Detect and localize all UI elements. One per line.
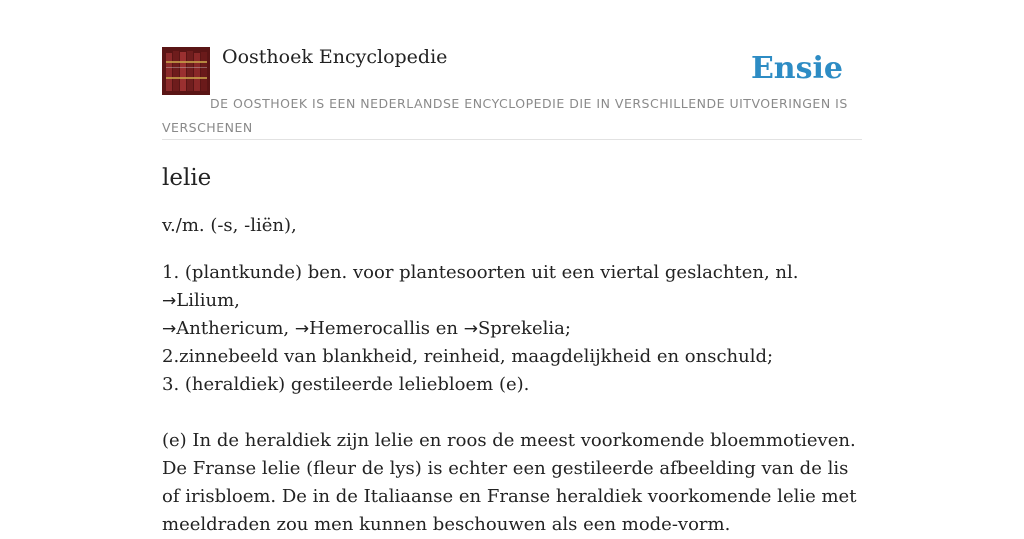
definition-1-text: 1. (plantkunde) ben. voor plantesoorten uit een viertal geslachten, nl. [162, 262, 799, 283]
arrow-right-icon: → [162, 291, 177, 311]
definition-1 [162, 259, 862, 343]
entry-definitions [162, 259, 862, 399]
definition-2: 2.zinnebeeld van blankheid, reinheid, maagdelijkheid en onschuld; [162, 346, 774, 367]
link-sprekelia[interactable]: Sprekelia; [477, 318, 571, 339]
arrow-right-icon: → [162, 319, 177, 339]
encyclopedia-books-avatar[interactable] [162, 47, 210, 95]
site-title[interactable]: Oosthoek Encyclopedie [222, 46, 448, 68]
entry-grammar: v./m. (-s, -liën), [162, 215, 297, 236]
definition-1-connector: en [429, 318, 464, 339]
link-lilium[interactable]: Lilium, [176, 290, 240, 311]
definition-3: 3. (heraldiek) gestileerde leliebloem (e). [162, 374, 530, 395]
entry-note: (e) In de heraldiek zijn lelie en roos de meest voorkomende bloemmotieven. De Franse lelie (fleur de lys) is echter een gestileerde afbeelding van de lis of irisbloem. De in de Italiaanse en Franse heraldiek voorkomende lelie met meeldraden zou men kunnen beschouwen als een mode-vorm. [162, 430, 857, 535]
entry-content [162, 160, 862, 539]
arrow-right-icon: → [294, 319, 310, 339]
link-anthericum[interactable]: Anthericum, [176, 318, 290, 339]
arrow-right-icon: → [463, 319, 478, 339]
ensie-logo[interactable]: Ensie [750, 51, 843, 86]
site-header [162, 46, 862, 140]
site-tagline: DE OOSTHOEK IS EEN NEDERLANDSE ENCYCLOPEDIE DIE IN VERSCHILLENDE UITVOERINGEN IS VERSCHENEN [162, 96, 848, 135]
link-hemerocallis[interactable]: Hemerocallis [309, 318, 430, 339]
books-icon [162, 47, 210, 95]
entry-title: lelie [162, 165, 212, 191]
